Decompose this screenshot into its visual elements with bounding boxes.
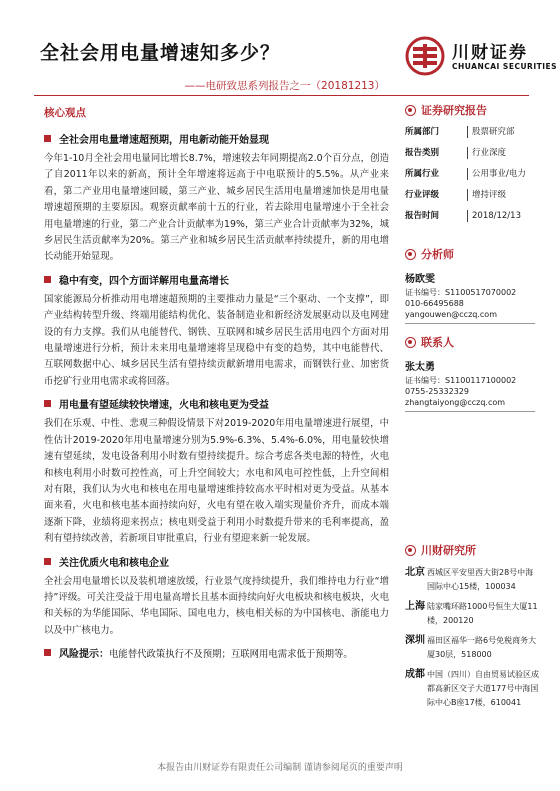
- analyst-name: 杨欧雯: [405, 274, 435, 285]
- info-row: [405, 210, 535, 222]
- info-key: 所属行业: [405, 169, 440, 179]
- info-value: 股票研究部: [467, 126, 515, 138]
- office-city: 成都: [405, 669, 425, 680]
- page-footer: 本报告由川财证券有限责任公司编制 谨请参阅尾页的重要声明: [157, 763, 403, 773]
- section-heading-text: 全社会用电量增速超预期，用电新动能开始显现: [59, 135, 269, 146]
- bullet-square-icon: [44, 276, 51, 283]
- contact-name: 张太勇: [405, 362, 435, 373]
- risk-text: 电能替代政策执行不及预期；互联网用电需求低于预期等。: [109, 648, 353, 660]
- info-value: 公用事业/电力: [467, 168, 526, 180]
- main-content: [44, 125, 389, 665]
- section-paragraph: 我们在乐观、中性、悲观三种假设情景下对2019-2020年用电量增速进行展望，中性估计2019-2020年用电量增速分别为5.9%-6.3%、5.4%-6.0%，用电量较快增速有望延续，发电设备利用小时数有望持续提升。综合考虑各类电源的特性，火电和核电利用小时数可控性高，可上升空间较大；水电和风电可控性低，上升空间相对有限，我们认为火电和核电在用电量增速维持较高水平时相对更为受益。从基本面来看，火电和核电基本面持续向好，火电有望在收入端实现量价齐升，而成本端逐渐下降，业绩将迎来拐点；核电则受益于利用小时数提升带来的毛利率提高，盈利有望持续改善，若新项目审批重启，行业有望迎来新一轮发展。: [44, 418, 389, 545]
- analyst-cert: 证书编号：S1100517070002: [405, 288, 517, 297]
- report-subtitle: ——电研致思系列报告之一（20181213）: [184, 80, 385, 92]
- target-icon: [405, 545, 416, 556]
- office-city: 深圳: [405, 635, 425, 646]
- target-icon: [405, 249, 416, 260]
- risk-label: 风险提示：: [59, 649, 109, 661]
- office-address: 中国（四川）自由贸易试验区成都高新区交子大道177号中海国际中心B座17楼，610041: [427, 670, 539, 707]
- section-paragraph: 全社会用电量增长以及装机增速放缓，行业景气度持续提升，我们维持电力行业“增持”评级。可关注受益于用电量高增长且基本面持续向好火电板块和核电板块，火电和关标的为华能国际、华电国际、国电电力，核电相关标的为中国核电、浙能电力以及中广核电力。: [44, 575, 389, 636]
- office-address: 西城区平安里西大街28号中海国际中心15楼，100034: [427, 568, 534, 591]
- office-address: 陆家嘴环路1000号恒生大厦11楼，200120: [427, 602, 538, 625]
- contact-heading-text: 联系人: [421, 336, 454, 349]
- bullet-square-icon: [44, 558, 51, 565]
- office-address: 福田区福华一路6号免税商务大厦30层，518000: [427, 636, 537, 659]
- institute-heading: [405, 542, 540, 558]
- contact-phone: 0755-25332329: [405, 387, 469, 396]
- chuancai-logo-icon: [405, 36, 445, 76]
- logo-text-en: CHUANCAI SECURITIES: [452, 62, 558, 71]
- target-icon: [405, 337, 416, 348]
- office-row: [405, 634, 540, 662]
- info-row: [405, 189, 535, 201]
- divider: [405, 323, 535, 324]
- info-value: 增持评级: [467, 189, 506, 201]
- office-city: 上海: [405, 601, 425, 612]
- risk-line: [44, 645, 389, 660]
- office-row: [405, 668, 540, 710]
- office-city: 北京: [405, 567, 425, 578]
- office-row: [405, 600, 540, 628]
- info-key: 报告时间: [405, 211, 440, 221]
- analyst-phone: 010-66495688: [405, 299, 464, 308]
- section-paragraph: 今年1-10月全社会用电量同比增长8.7%，增速较去年同期提高2.0个百分点，创造了自2011年以来的新高，预计全年增速将远高于中电联预计的5.5%。从产业来看，第二产业用电量增速回暖，第三产业、城乡居民生活用电量增速加快是用电量增速超预期的主要原因。观察贡献率前十五的行业，若去除用电量增速小于全社会用电量增速的行业，第二产业合计贡献率为19%，第三产业合计贡献率为32%，城乡居民生活贡献率为20%。第三产业和城乡居民生活贡献率持续提升，新的用电增长动能开始显现。: [44, 153, 389, 263]
- contact-email[interactable]: zhangtaiyong@cczq.com: [405, 398, 506, 407]
- institute-block: [405, 540, 540, 716]
- section-heading: [44, 554, 389, 569]
- analyst-heading: [405, 246, 535, 262]
- report-title: 全社会用电量增速知多少？: [40, 42, 281, 64]
- info-value: 行业深度: [467, 147, 506, 159]
- header-divider: [34, 95, 529, 96]
- report-info-heading-text: 证券研究报告: [421, 104, 487, 117]
- info-row: [405, 147, 535, 159]
- info-row: [405, 168, 535, 180]
- divider: [405, 411, 535, 412]
- section-heading: [44, 396, 389, 411]
- target-icon: [405, 105, 416, 116]
- analyst-email[interactable]: yangouwen@cczq.com: [405, 310, 497, 319]
- sidebar: [405, 100, 535, 412]
- info-key: 行业评级: [405, 190, 440, 200]
- report-info-heading: [405, 102, 535, 118]
- contact-heading: [405, 334, 535, 350]
- core-view-label: 核心观点: [44, 107, 86, 119]
- bullet-square-icon: [44, 135, 51, 142]
- logo-text-cn: 川财证券: [452, 43, 528, 63]
- section-heading-text: 关注优质火电和核电企业: [59, 557, 169, 569]
- info-key: 报告类别: [405, 148, 440, 158]
- institute-heading-text: 川财研究所: [421, 544, 476, 557]
- section-heading: [44, 272, 389, 287]
- bullet-square-icon: [44, 400, 51, 407]
- analyst-heading-text: 分析师: [421, 248, 454, 261]
- section-heading: [44, 131, 389, 146]
- info-value: 2018/12/13: [467, 210, 521, 222]
- info-row: [405, 126, 535, 138]
- info-key: 所属部门: [405, 127, 440, 137]
- section-heading-text: 用电量有望延续较快增速，火电和核电更为受益: [59, 400, 269, 412]
- office-row: [405, 566, 540, 594]
- contact-cert: 证书编号：S1100117100002: [405, 376, 517, 385]
- bullet-square-icon: [44, 649, 51, 656]
- section-paragraph: 国家能源局分析推动用电增速超预期的主要推动力量是“三个驱动、一个支撑”，即产业结构转型升级、终端用能结构优化、装备制造业和新经济发展驱动以及电网建设的有力支撑。我们从电能替代、钢铁、互联网和城乡居民生活用电四个方面对用电量增速进行分析，预计未来用电量增速将呈现稳中有变的趋势，其中电能替代、互联网数据中心、城乡居民生活有望持续贡献新增用电需求，而钢铁行业、加密货币挖矿行业用电需求或将回落。: [44, 293, 389, 387]
- section-heading-text: 稳中有变，四个方面详解用电量高增长: [59, 275, 229, 287]
